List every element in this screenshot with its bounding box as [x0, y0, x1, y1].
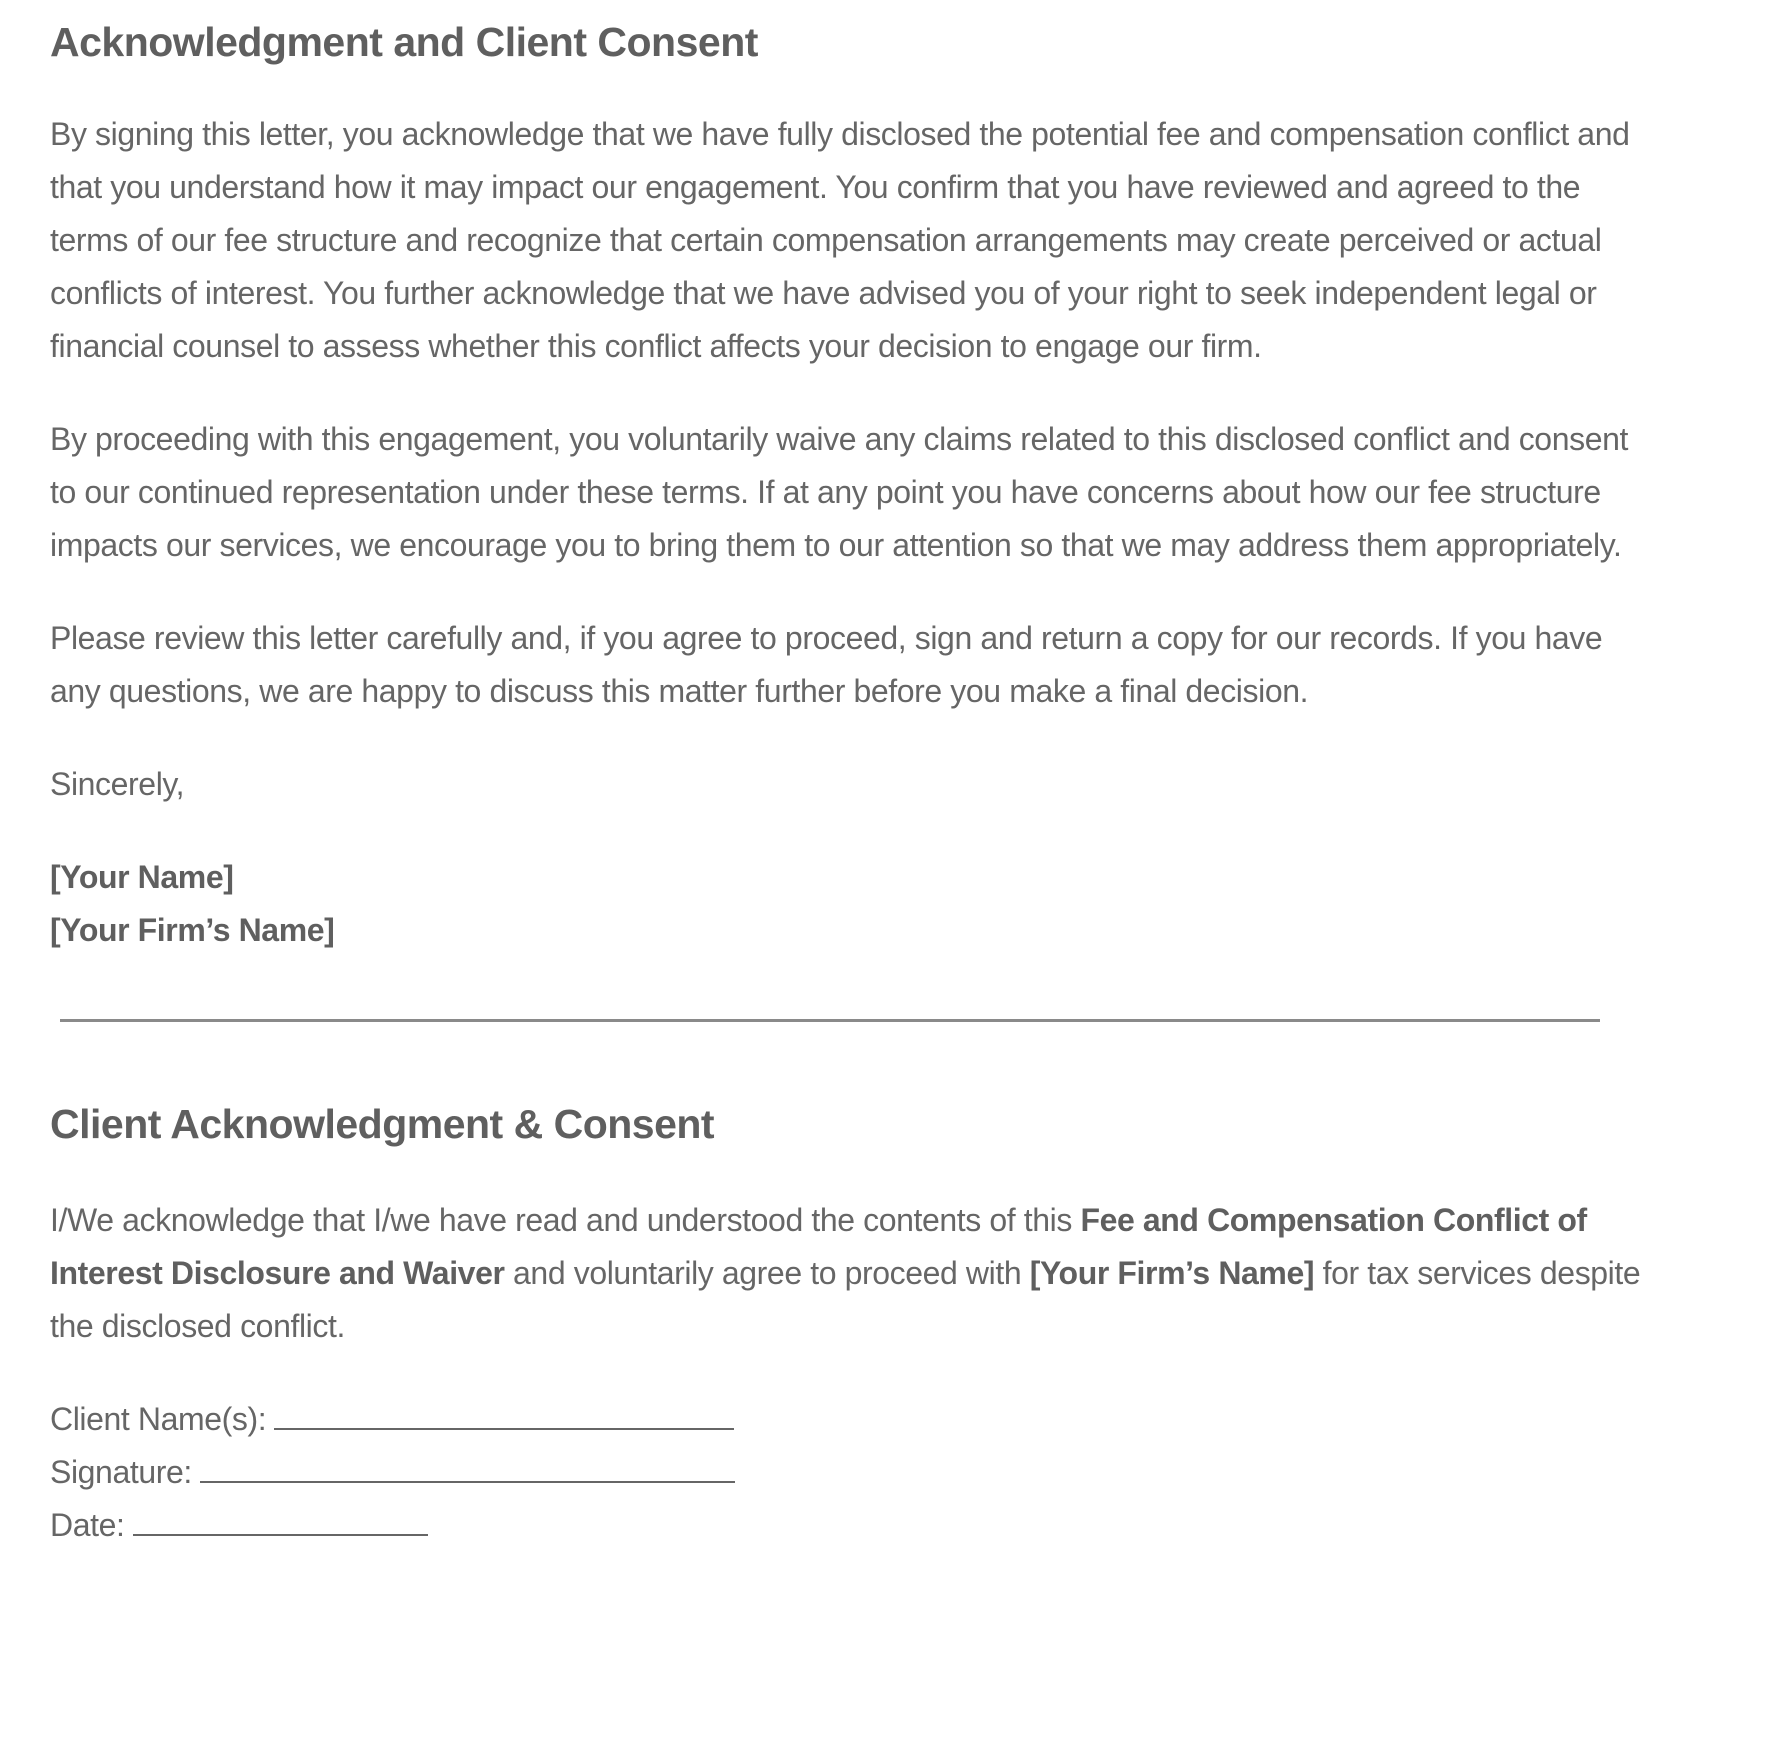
date-field	[50, 1499, 1650, 1552]
firm-name-placeholder: [Your Firm’s Name]	[1029, 1255, 1315, 1291]
paragraph-client-consent	[50, 1194, 1650, 1353]
signature-field	[50, 1446, 1650, 1499]
consent-text-3: for tax services despite the disclosed conflict.	[50, 1255, 1641, 1344]
signature-fields	[50, 1393, 1650, 1552]
client-name-label: Client Name(s):	[50, 1401, 267, 1437]
client-name-input-line[interactable]	[274, 1398, 734, 1430]
paragraph-waiver: By proceeding with this engagement, you voluntarily waive any claims related to this disclosed conflict and consent to our continued representation under these terms. If at any point you have concerns about how our fee structure impacts our services, we encourage you to bring them to our attention so that we may address them appropriately.	[50, 421, 1628, 563]
date-label: Date:	[50, 1507, 125, 1543]
signer-firm: [Your Firm’s Name]	[50, 912, 335, 948]
client-name-field	[50, 1393, 1650, 1446]
closing-salutation: Sincerely,	[50, 766, 185, 802]
signature-label: Signature:	[50, 1454, 192, 1490]
consent-text-1: I/We acknowledge that I/we have read and understood the contents of this	[50, 1202, 1081, 1238]
section-divider	[60, 1019, 1600, 1022]
section-heading-acknowledgment: Acknowledgment and Client Consent	[50, 19, 758, 65]
consent-text-2: and voluntarily agree to proceed with	[504, 1255, 1030, 1291]
signature-input-line[interactable]	[200, 1451, 735, 1483]
section-heading-client-consent: Client Acknowledgment & Consent	[50, 1101, 715, 1147]
date-input-line[interactable]	[133, 1504, 428, 1536]
paragraph-acknowledgment: By signing this letter, you acknowledge that we have fully disclosed the potential fee and compensation conflict and that you understand how it may impact our engagement. You confirm that you have reviewed and agreed to the terms of our fee structure and recognize that certain compensation arrangements may create perceived or actual conflicts of interest. You further acknowledge that we have advised you of your right to seek independent legal or financial counsel to assess whether this conflict affects your decision to engage our firm.	[50, 116, 1630, 364]
document-title: Fee and Compensation Conflict of Interest Disclosure and Waiver	[50, 1202, 1587, 1291]
paragraph-review-request: Please review this letter carefully and, if you agree to proceed, sign and return a copy for our records. If you have any questions, we are happy to discuss this matter further before you make a final decision.	[50, 620, 1603, 709]
signer-name: [Your Name]	[50, 859, 234, 895]
sender-signature-block	[50, 851, 1650, 957]
